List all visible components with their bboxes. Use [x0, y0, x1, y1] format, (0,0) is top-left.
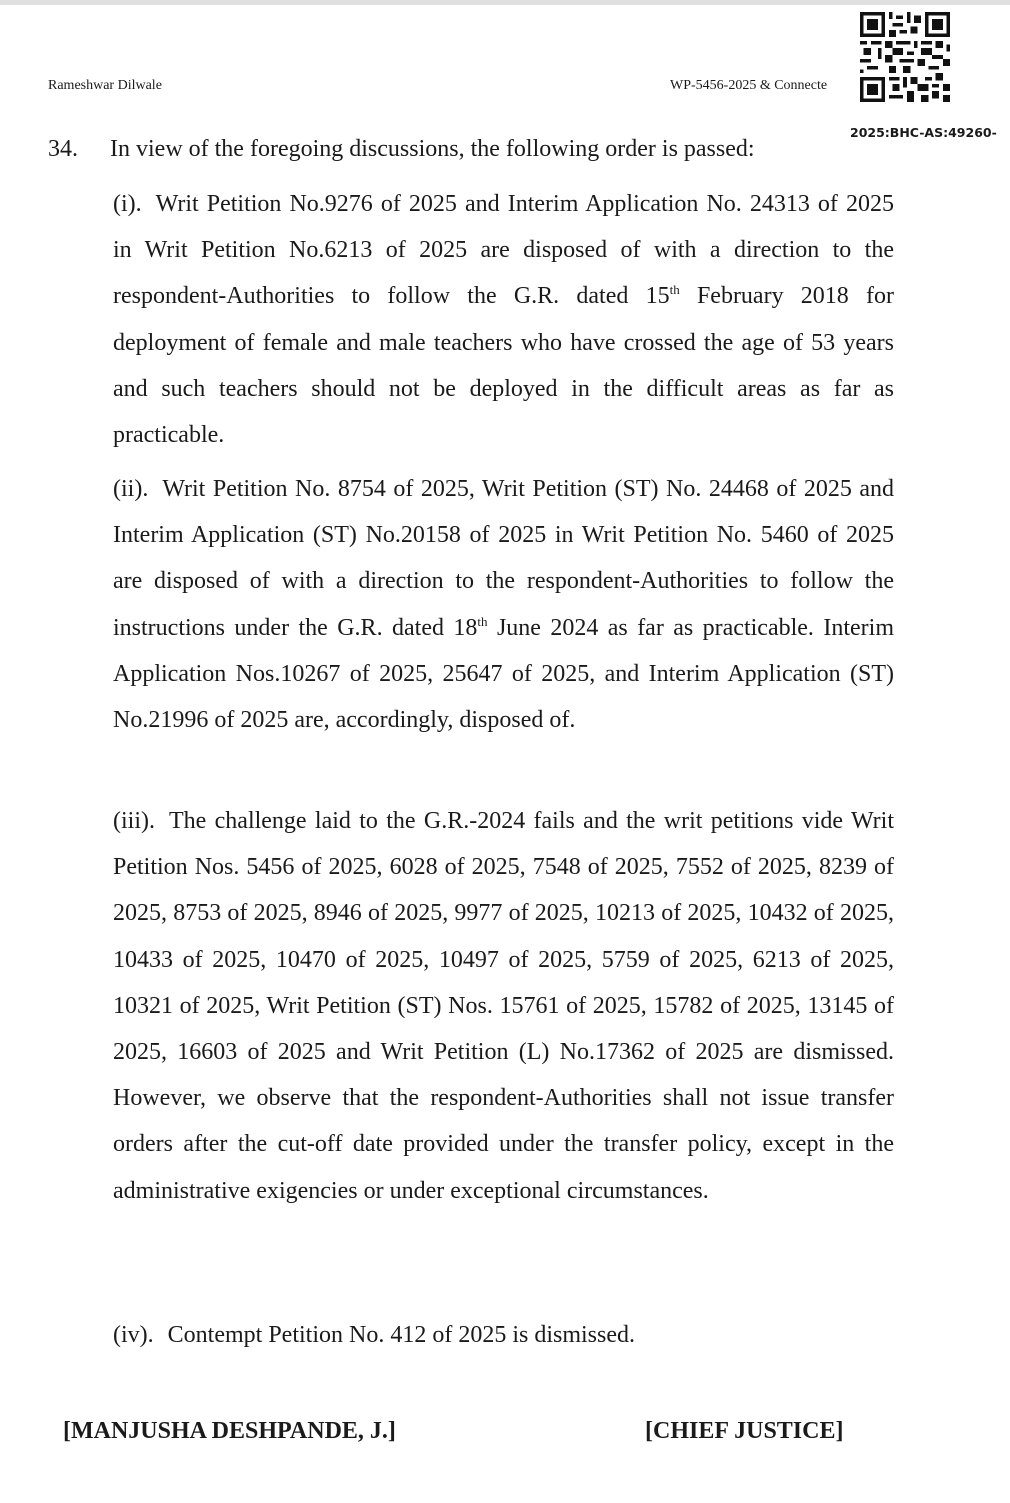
- order-item-text: Writ Petition No.9276 of 2025 and Interim Application No. 24313 of 2025 in Writ Petition No.6213 of 2025 are disposed of with a direction to the respondent-Authorities to follow the G.R. dated 15: [113, 191, 894, 310]
- signature-chief-justice: [CHIEF JUSTICE]: [645, 1418, 844, 1444]
- order-item-text: Contempt Petition No. 412 of 2025 is dismissed.: [167, 1322, 635, 1348]
- order-item-iii: [113, 798, 894, 1214]
- order-item-i: [113, 181, 894, 458]
- neutral-citation: 2025:BHC-AS:49260-: [850, 125, 997, 140]
- order-item-ii: [113, 466, 894, 743]
- qr-code-icon: [860, 12, 950, 102]
- order-item-label: (iv).: [113, 1322, 154, 1348]
- order-item-label: (iii).: [113, 808, 155, 834]
- order-item-iv: [113, 1312, 894, 1358]
- paragraph-lead: In view of the foregoing discussions, the following order is passed:: [110, 136, 755, 162]
- order-item-text: June 2024 as far as practicable. Interim Application Nos.10267 of 2025, 25647 of 2025, and Interim Application (ST) No.21996 of 2025 are, accordingly, disposed of.: [113, 614, 894, 734]
- ordinal-suffix: th: [669, 282, 680, 298]
- ordinal-suffix: th: [477, 613, 488, 629]
- top-border: [0, 0, 1010, 5]
- order-item-text: Writ Petition No. 8754 of 2025, Writ Petition (ST) No. 24468 of 2025 and Interim Application (ST) No.20158 of 2025 in Writ Petition No. 5460 of 2025 are disposed of with a direction to the respondent-Authorities to follow the instructions under the G.R. dated 18: [113, 476, 894, 641]
- paragraph-number: 34.: [48, 136, 78, 162]
- order-item-text: The challenge laid to the G.R.-2024 fails and the writ petitions vide Writ Petition Nos. 5456 of 2025, 6028 of 2025, 7548 of 2025, 7552 of 2025, 8239 of 2025, 8753 of 2025, 8946 of 2025, 9977 of 2025, 10213 of 2025, 10432 of 2025, 10433 of 2025, 10470 of 2025, 10497 of 2025, 5759 of 2025, 6213 of 2025, 10321 of 2025, Writ Petition (ST) Nos. 15761 of 2025, 15782 of 2025, 13145 of 2025, 16603 of 2025 and Writ Petition (L) No.17362 of 2025 are dismissed. However, we observe that the respondent-Authorities shall not issue transfer orders after the cut-off date provided under the transfer policy, except in the administrative exigencies or under exceptional circumstances.: [113, 808, 894, 1204]
- signature-judge: [MANJUSHA DESHPANDE, J.]: [63, 1418, 396, 1444]
- header-case-reference: WP-5456-2025 & Connecte: [670, 78, 828, 93]
- order-item-label: (ii).: [113, 476, 149, 502]
- header-stenographer-name: Rameshwar Dilwale: [48, 78, 162, 93]
- order-item-label: (i).: [113, 191, 142, 217]
- order-item-text: February 2018 for deployment of female and male teachers who have crossed the age of 53 years and such teachers should not be deployed in the difficult areas as far as practicable.: [113, 283, 895, 449]
